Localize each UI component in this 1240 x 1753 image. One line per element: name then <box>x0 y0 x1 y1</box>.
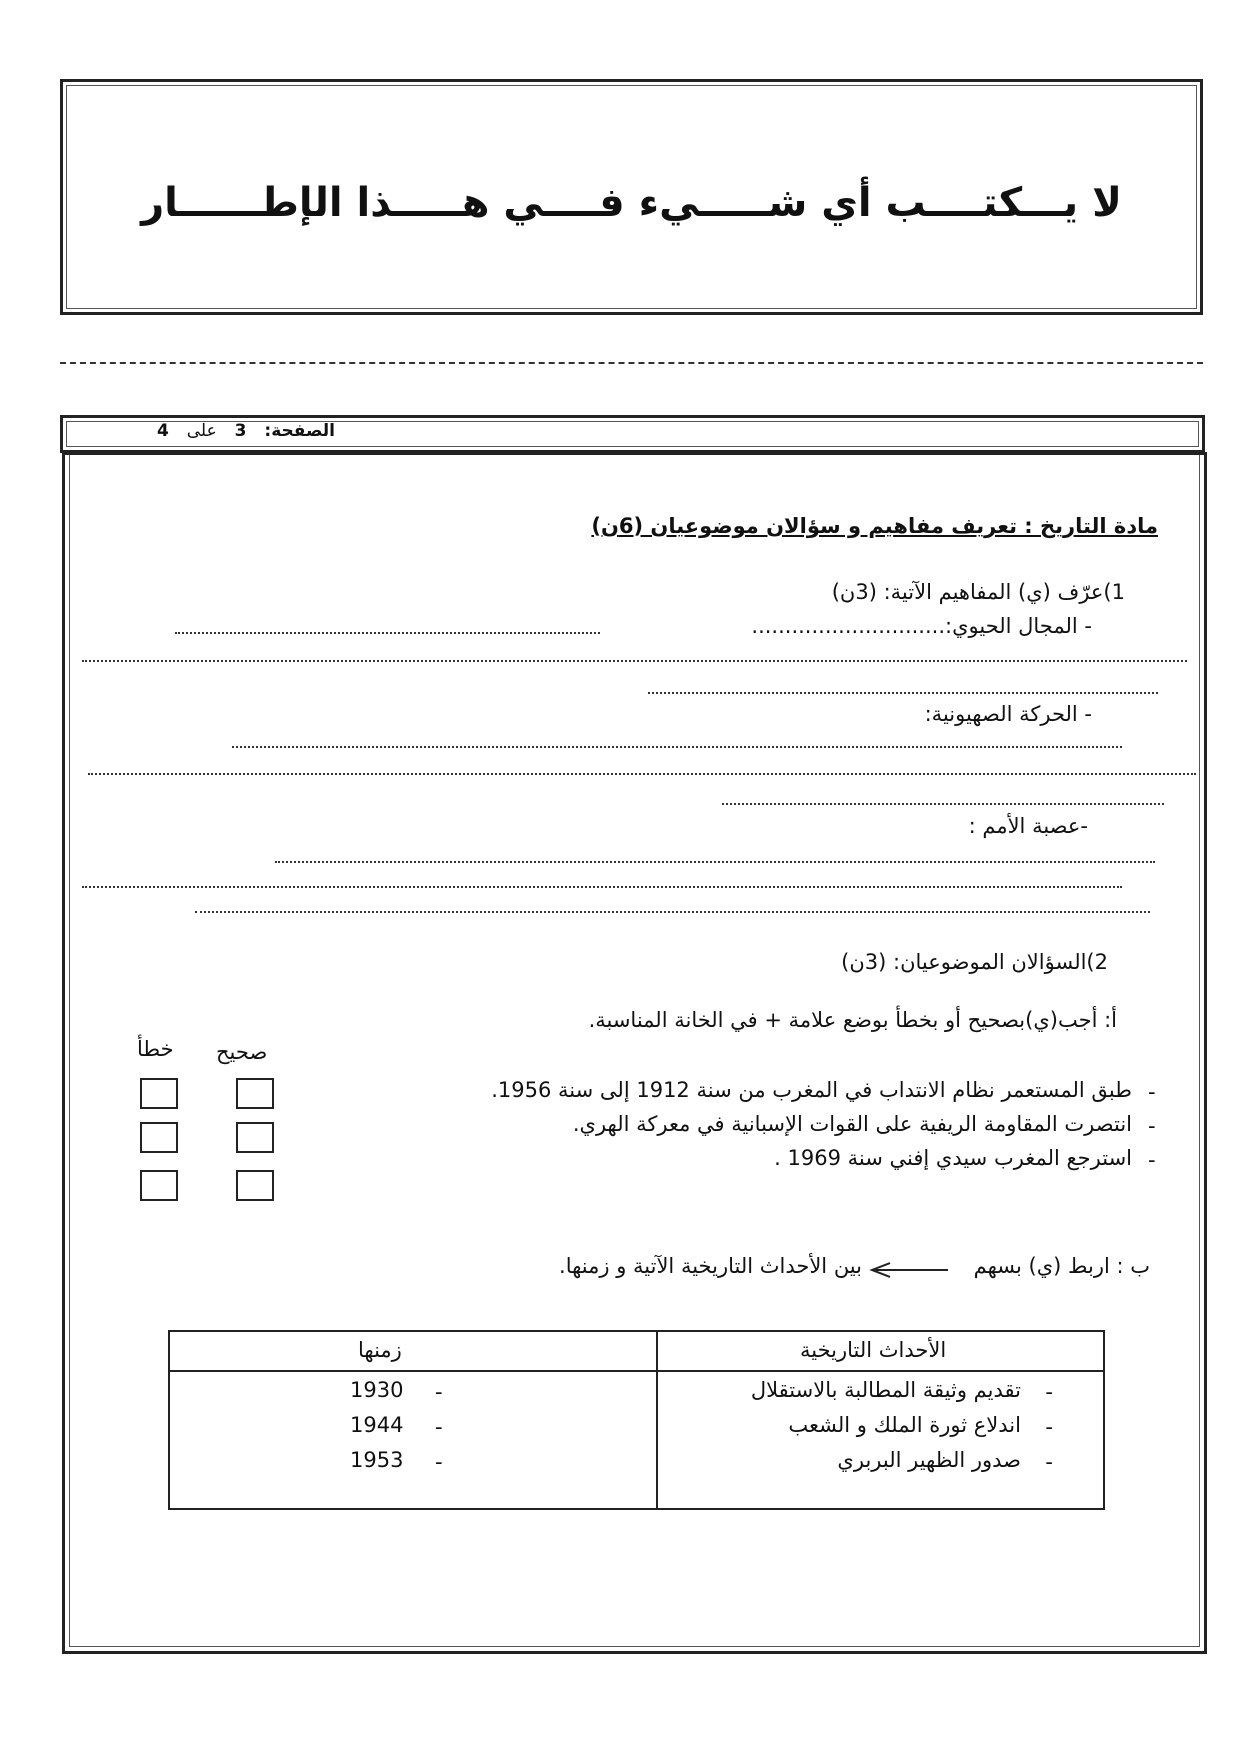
concept-league-of-nations: -عصبة الأمم : <box>968 814 1088 838</box>
events-table <box>168 1330 1105 1510</box>
event-item: اندلاع ثورة الملك و الشعب <box>788 1413 1021 1437</box>
page-label: الصفحة: <box>264 421 335 441</box>
event-item: صدور الظهير البربري <box>837 1448 1021 1472</box>
event-bullet: - <box>1045 1450 1053 1474</box>
event-bullet: - <box>1045 1415 1053 1439</box>
page-bar <box>60 415 1205 453</box>
true-checkbox[interactable] <box>236 1078 274 1109</box>
answer-line[interactable] <box>232 746 1122 748</box>
col-true-label: صحيح <box>216 1040 268 1064</box>
statement: استرجع المغرب سيدي إفني سنة 1969 . <box>774 1146 1132 1170</box>
arrow-icon <box>868 1262 950 1278</box>
statement-bullet: - <box>1148 1114 1156 1138</box>
statement: انتصرت المقاومة الريفية على القوات الإسبانية في معركة الهري. <box>572 1112 1132 1136</box>
date-bullet: - <box>435 1450 443 1474</box>
true-checkbox[interactable] <box>236 1122 274 1153</box>
answer-line[interactable] <box>82 660 1187 662</box>
false-checkbox[interactable] <box>140 1170 178 1201</box>
part-a-instruction: أ: أجب(ي)بصحيح أو بخطأ بوضع علامة + في الخانة المناسبة. <box>588 1008 1117 1032</box>
answer-line[interactable] <box>648 692 1158 694</box>
statement: طبق المستعمر نظام الانتداب في المغرب من سنة 1912 إلى سنة 1956. <box>491 1078 1132 1102</box>
answer-line[interactable] <box>175 632 600 634</box>
statement-bullet: - <box>1148 1080 1156 1104</box>
part-b-instruction-before: ب : اربط (ي) بسهم <box>973 1254 1150 1278</box>
date-bullet: - <box>435 1380 443 1404</box>
answer-line[interactable] <box>195 911 1150 913</box>
date-item: 1944 <box>350 1413 404 1437</box>
no-write-warning: لا يـــكتــــب أي شـــــيء فــــي هـــــذا الإطــــــار <box>141 180 1122 226</box>
page-of: على <box>186 421 217 441</box>
true-checkbox[interactable] <box>236 1170 274 1201</box>
false-checkbox[interactable] <box>140 1078 178 1109</box>
false-checkbox[interactable] <box>140 1122 178 1153</box>
q2-prompt: 2)السؤالان الموضوعيان: (3ن) <box>841 950 1108 974</box>
concept-vital-space: - المجال الحيوي:............................. <box>751 614 1092 638</box>
section-title: مادة التاريخ : تعريف مفاهيم و سؤالان موضوعيان (6ن) <box>591 514 1158 538</box>
col-events-header: الأحداث التاريخية <box>800 1338 947 1362</box>
page-indicator <box>151 421 341 441</box>
cut-line <box>60 362 1203 364</box>
answer-line[interactable] <box>275 861 1155 863</box>
answer-line[interactable] <box>722 803 1164 805</box>
page-current: 3 <box>234 421 247 441</box>
table-divider <box>656 1332 658 1508</box>
part-b-instruction-after: بين الأحداث التاريخية الآتية و زمنها. <box>559 1254 862 1278</box>
col-false-label: خطأ <box>137 1037 174 1061</box>
event-item: تقديم وثيقة المطالبة بالاستقلال <box>750 1378 1021 1402</box>
answer-line[interactable] <box>88 773 1196 775</box>
date-item: 1953 <box>350 1448 404 1472</box>
col-dates-header: زمنها <box>358 1338 402 1362</box>
date-bullet: - <box>435 1415 443 1439</box>
table-header-line <box>170 1370 1103 1372</box>
date-item: 1930 <box>350 1378 404 1402</box>
event-bullet: - <box>1045 1380 1053 1404</box>
no-write-frame <box>60 79 1203 315</box>
answer-line[interactable] <box>82 886 1122 888</box>
concept-zionism: - الحركة الصهيونية: <box>924 702 1092 726</box>
page-total: 4 <box>157 421 169 441</box>
q1-prompt: 1)عرّف (ي) المفاهيم الآتية: (3ن) <box>831 580 1125 604</box>
statement-bullet: - <box>1148 1148 1156 1172</box>
